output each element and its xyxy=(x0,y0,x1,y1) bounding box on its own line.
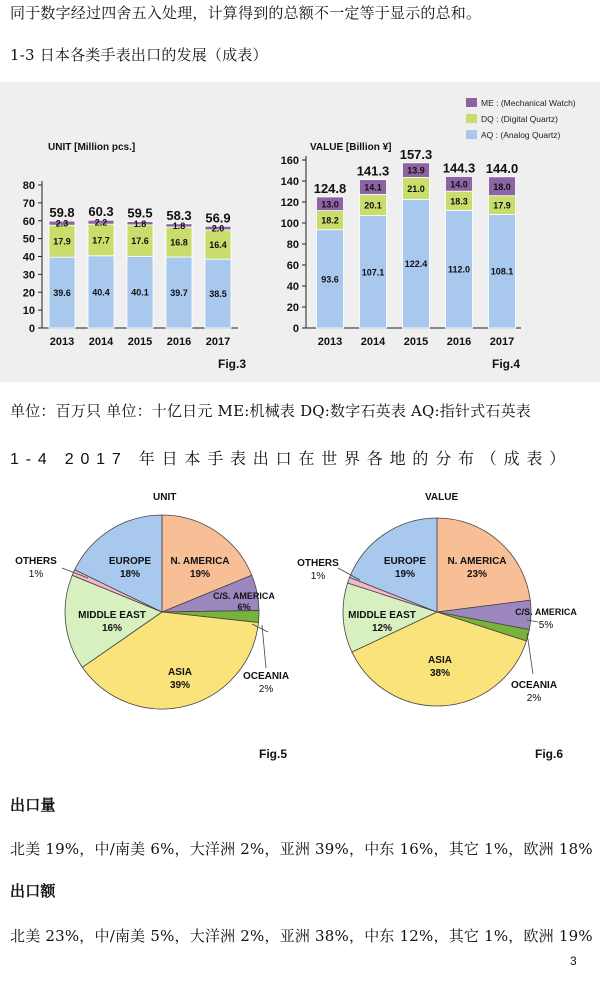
bar-label-dq-2017: 17.9 xyxy=(493,200,511,211)
bar-charts-figure xyxy=(0,82,600,382)
value-chart-title: VALUE [Billion ¥] xyxy=(310,142,392,153)
bar-total-2013: 124.8 xyxy=(313,180,347,196)
legend-label-me: ME : (Mechanical Watch) xyxy=(481,98,576,108)
bar-total-2014: 141.3 xyxy=(356,163,390,179)
export-volume-heading: 出口量 xyxy=(10,796,56,814)
bar-total-2016: 144.3 xyxy=(442,160,476,176)
y-tick-label: 80 xyxy=(286,239,299,251)
bar-label-dq-2015: 21.0 xyxy=(407,183,425,194)
bar-total-2016: 58.3 xyxy=(166,207,192,223)
bar-label-me-2016: 14.0 xyxy=(450,179,468,190)
pie-charts-figure xyxy=(0,482,600,772)
bar-label-dq-2016: 16.8 xyxy=(170,237,188,248)
bar-label-aq-2013: 93.6 xyxy=(321,274,339,285)
oceania-label-fig6: OCEANIA xyxy=(510,680,558,691)
bar-label-me-2015: 13.9 xyxy=(407,165,425,176)
legend-swatch-dq xyxy=(466,114,477,123)
fig5-title: UNIT xyxy=(153,492,177,503)
bar-label-dq-2014: 17.7 xyxy=(92,235,110,246)
bar-label-me-2017: 18.0 xyxy=(493,181,511,192)
n-america-pct-fig5: 19% xyxy=(189,569,211,580)
x-tick-label-2017: 2017 xyxy=(205,336,231,348)
y-tick-label: 60 xyxy=(286,260,299,272)
fig6-caption: Fig.6 xyxy=(535,747,564,761)
middle-east-label-fig6: MIDDLE EAST xyxy=(348,610,416,621)
bar-total-2015: 59.5 xyxy=(127,205,153,221)
export-value-text: 北美 23%，中/南美 5%，大洋洲 2%，亚洲 38%，中东 12%，其它 1%，欧洲 19% xyxy=(10,927,593,945)
y-tick-label: 80 xyxy=(22,180,35,192)
legend-swatch-aq xyxy=(466,130,477,139)
oceania-pct-fig5: 2% xyxy=(258,684,274,695)
intro-line: 同于数字经过四舍五入处理，计算得到的总额不一定等于显示的总和。 xyxy=(10,4,482,22)
fig4-caption: Fig.4 xyxy=(492,357,521,371)
bar-label-dq-2015: 17.6 xyxy=(131,236,149,247)
legend-label-aq: AQ : (Analog Quartz) xyxy=(481,130,561,140)
cs-america-pct-fig5: 6% xyxy=(237,602,251,612)
bar-total-2013: 59.8 xyxy=(49,205,75,221)
bar-label-aq-2014: 40.4 xyxy=(92,287,110,298)
y-tick-label: 140 xyxy=(280,176,299,188)
fig3-caption: Fig.3 xyxy=(218,357,247,371)
bar-label-aq-2017: 38.5 xyxy=(209,289,227,300)
bar-label-me-2016: 1.8 xyxy=(172,220,186,231)
asia-label-fig5: ASIA xyxy=(168,667,192,678)
x-tick-label-2015: 2015 xyxy=(127,336,153,348)
oceania-leader-line-fig5 xyxy=(262,625,266,668)
asia-pct-fig6: 38% xyxy=(429,668,451,679)
bar-label-aq-2015: 40.1 xyxy=(131,287,149,298)
n-america-pct-fig6: 23% xyxy=(466,569,488,580)
cs-america-pct-fig6: 5% xyxy=(538,620,554,631)
bar-label-aq-2016: 39.7 xyxy=(170,288,188,299)
middle-east-pct-fig6: 12% xyxy=(371,623,393,634)
n-america-label-fig6: N. AMERICA xyxy=(447,556,507,567)
bar-label-aq-2015: 122.4 xyxy=(404,259,428,270)
bar-label-aq-2014: 107.1 xyxy=(361,267,385,278)
bar-label-me-2014: 14.1 xyxy=(364,182,382,193)
bar-label-me-2015: 1.8 xyxy=(133,218,147,229)
y-tick-label: 40 xyxy=(286,281,299,293)
europe-label-fig6: EUROPE xyxy=(383,556,427,567)
middle-east-pct-fig5: 16% xyxy=(101,623,123,634)
y-tick-label: 40 xyxy=(22,251,35,264)
bar-total-2017: 144.0 xyxy=(485,160,519,176)
page-number: 3 xyxy=(570,954,577,968)
export-volume-text: 北美 19%，中/南美 6%，大洋洲 2%，亚洲 39%，中东 16%，其它 1%，欧洲 18% xyxy=(10,840,593,858)
bar-total-2014: 60.3 xyxy=(88,204,114,220)
bar-label-dq-2016: 18.3 xyxy=(450,196,468,207)
bar-label-aq-2017: 108.1 xyxy=(490,266,514,277)
bar-label-dq-2017: 16.4 xyxy=(209,240,227,251)
y-tick-label: 20 xyxy=(286,302,299,314)
y-tick-label: 60 xyxy=(22,215,35,228)
y-tick-label: 10 xyxy=(22,305,35,318)
bar-total-2015: 157.3 xyxy=(399,146,433,162)
cs-america-label-fig6: C/S. AMERICA xyxy=(515,607,577,617)
x-tick-label-2016: 2016 xyxy=(446,336,472,348)
bar-label-dq-2013: 17.9 xyxy=(53,236,71,247)
others-label-fig6: OTHERS xyxy=(297,558,339,569)
y-tick-label: 30 xyxy=(22,269,35,282)
y-tick-label: 0 xyxy=(28,323,35,335)
europe-label-fig5: EUROPE xyxy=(108,556,152,567)
y-tick-label: 0 xyxy=(292,323,299,335)
section-heading-1-4: 1-4 2017 年日本手表出口在世界各地的分布（成表） xyxy=(10,451,573,468)
oceania-leader-line-fig6 xyxy=(527,633,533,674)
europe-pct-fig5: 18% xyxy=(119,569,141,580)
x-tick-label-2014: 2014 xyxy=(88,336,114,348)
y-tick-label: 50 xyxy=(22,233,35,246)
asia-label-fig6: ASIA xyxy=(428,655,452,666)
bar-label-aq-2016: 112.0 xyxy=(447,264,471,275)
y-tick-label: 160 xyxy=(280,155,299,167)
bar-label-me-2014: 2.2 xyxy=(94,217,108,228)
x-tick-label-2013: 2013 xyxy=(317,336,343,348)
legend-swatch-me xyxy=(466,98,477,107)
bar-label-me-2013: 2.3 xyxy=(55,218,69,229)
others-pct-fig5: 1% xyxy=(28,569,44,580)
bar-total-2017: 56.9 xyxy=(205,210,231,226)
bar-label-me-2013: 13.0 xyxy=(321,199,339,210)
legend-label-dq: DQ : (Digital Quartz) xyxy=(481,114,558,124)
bar-label-aq-2013: 39.6 xyxy=(53,288,71,299)
x-tick-label-2017: 2017 xyxy=(489,336,515,348)
n-america-label-fig5: N. AMERICA xyxy=(170,556,230,567)
y-tick-label: 20 xyxy=(22,287,35,300)
x-tick-label-2016: 2016 xyxy=(166,336,192,348)
middle-east-label-fig5: MIDDLE EAST xyxy=(78,610,146,621)
oceania-pct-fig6: 2% xyxy=(526,693,542,704)
x-tick-label-2013: 2013 xyxy=(49,336,75,348)
bar-label-me-2017: 2.0 xyxy=(211,223,225,234)
x-tick-label-2015: 2015 xyxy=(403,336,429,348)
fig6-title: VALUE xyxy=(425,492,459,503)
asia-pct-fig5: 39% xyxy=(169,680,191,691)
fig5-caption: Fig.5 xyxy=(259,747,288,761)
europe-pct-fig6: 19% xyxy=(394,569,416,580)
oceania-label-fig5: OCEANIA xyxy=(242,671,290,682)
unit-chart-title: UNIT [Million pcs.] xyxy=(48,142,136,153)
units-legend-line: 单位：百万只 单位：十亿日元 ME:机械表 DQ:数字石英表 AQ:指针式石英表 xyxy=(10,402,531,420)
section-heading-1-3: 1-3 日本各类手表出口的发展（成表） xyxy=(10,46,268,64)
x-tick-label-2014: 2014 xyxy=(360,336,386,348)
y-tick-label: 100 xyxy=(280,218,299,230)
others-label-fig5: OTHERS xyxy=(15,556,57,567)
bar-label-dq-2014: 20.1 xyxy=(364,200,382,211)
export-value-heading: 出口额 xyxy=(10,882,56,900)
cs-america-label-fig5: C/S. AMERICA xyxy=(213,591,275,601)
y-tick-label: 120 xyxy=(280,197,299,209)
others-pct-fig6: 1% xyxy=(310,571,326,582)
y-tick-label: 70 xyxy=(22,197,35,210)
bar-label-dq-2013: 18.2 xyxy=(321,215,339,226)
